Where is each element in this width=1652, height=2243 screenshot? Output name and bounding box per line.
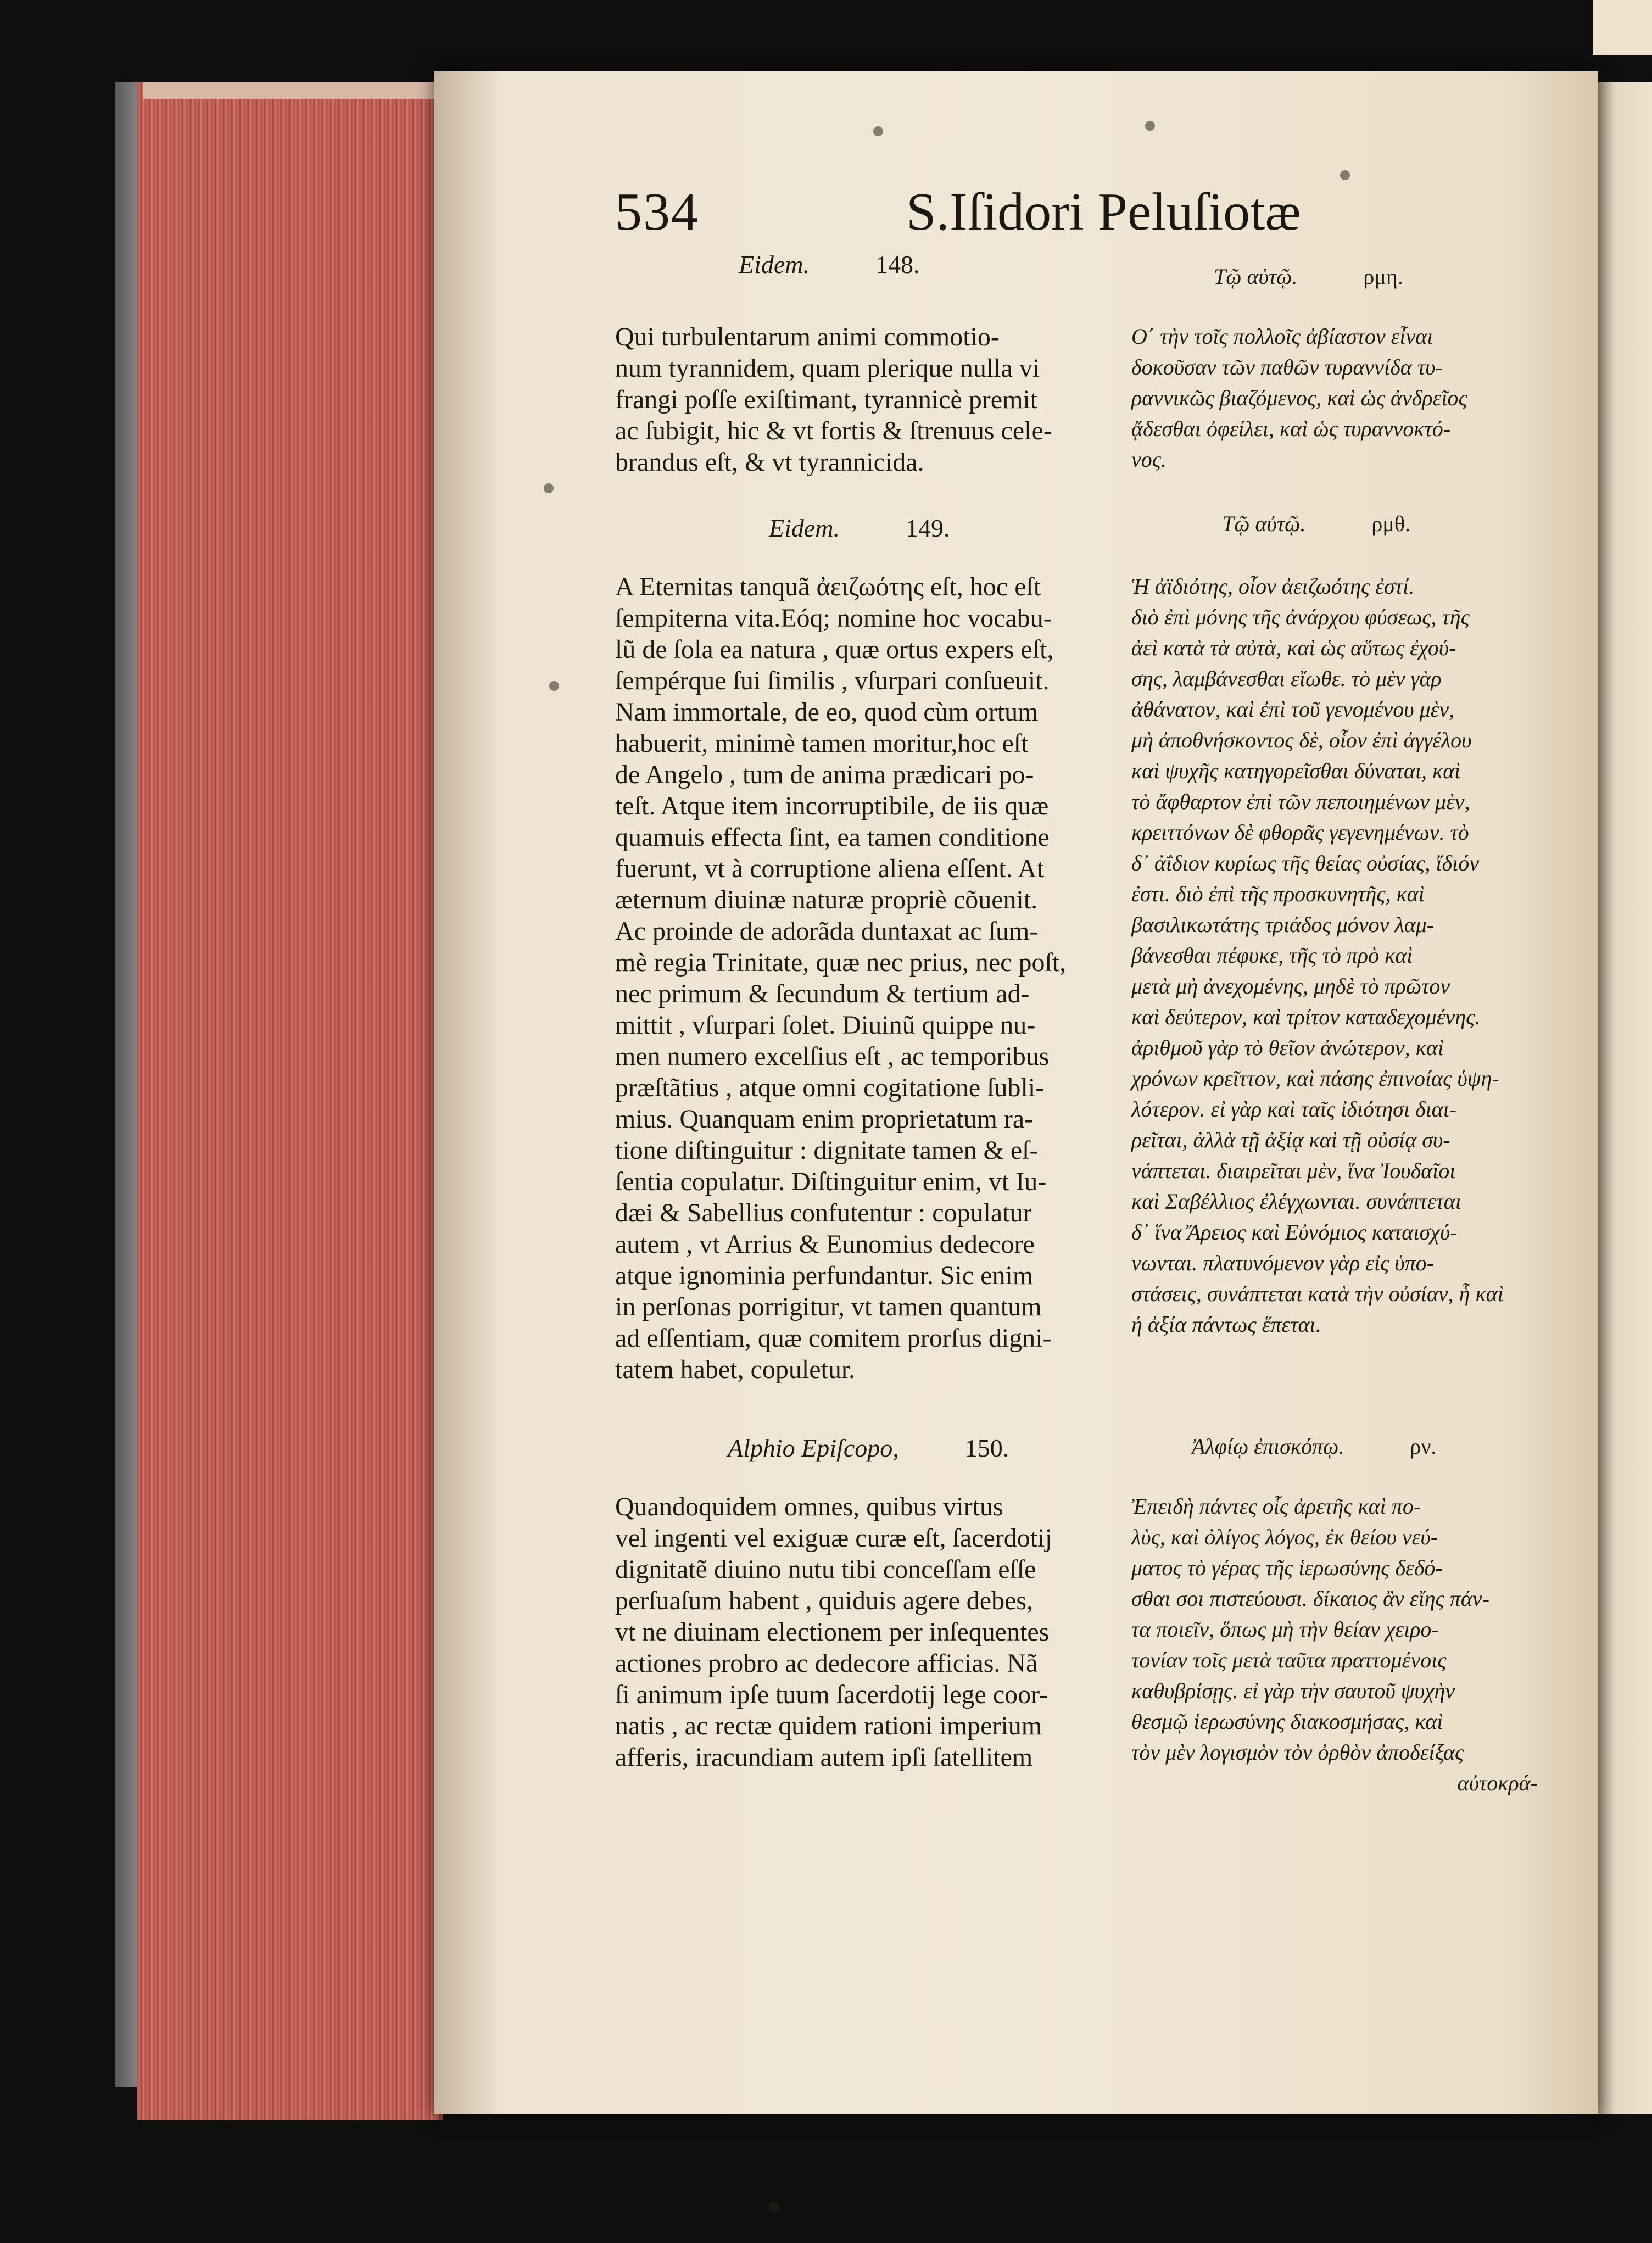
text-line: τὸν μὲν λογισμὸν τὸν ὀρθὸν ἀποδείξας <box>1131 1740 1464 1765</box>
greek-letter-number: ρν. <box>1410 1434 1437 1459</box>
page-number: 534 <box>615 182 699 242</box>
text-line: ἐστι. διὸ ἐπὶ τῆς προσκυνητῆς, καὶ <box>1131 881 1425 906</box>
text-line: τὸ ἄφθαρτον ἐπὶ τῶν πεποιημένων μὲν, <box>1131 789 1470 814</box>
text-line: tatem habet, copuletur. <box>615 1355 856 1384</box>
text-line: τονίαν τοῖς μετὰ ταῦτα πραττομένοις <box>1131 1648 1447 1672</box>
page-block-top <box>143 82 439 99</box>
greek-letter-text <box>1131 571 1538 1340</box>
text-line: dignitatẽ diuino nutu tibi conceſſam eſſe <box>615 1555 1036 1584</box>
text-line: ἀθάνατον, καὶ ἐπὶ τοῦ γενομένου μὲν, <box>1131 697 1455 722</box>
text-line: βάνεσθαι πέφυκε, τῆς τὸ πρὸ καὶ <box>1131 943 1413 968</box>
greek-letter-text <box>1131 321 1538 475</box>
greek-letter-heading <box>1214 264 1403 289</box>
greek-heading-text: Τῷ αὐτῷ. <box>1222 511 1306 536</box>
greek-heading-text: Ἀλφίῳ ἐπισκόπῳ. <box>1192 1434 1344 1459</box>
text-line: νάπτεται. διαιρεῖται μὲν, ἵνα Ἰουδαῖοι <box>1131 1158 1456 1183</box>
text-line: perſuaſum habent , quiduis agere debes, <box>615 1586 1034 1615</box>
text-line: μὴ ἀποθνήσκοντος δὲ, οἷον ἐπὶ ἀγγέλου <box>1131 728 1472 752</box>
ink-spot <box>769 2202 779 2212</box>
text-line: autem , vt Arrius & Eunomius dedecore <box>615 1230 1035 1259</box>
latin-letter-heading <box>769 514 950 543</box>
text-line: ſempiterna vita.Eóq; nomine hoc vocabu- <box>615 604 1052 633</box>
text-line: brandus eſt, & vt tyrannicida. <box>615 448 924 477</box>
text-line: Quandoquidem omnes, quibus virtus <box>615 1492 1003 1521</box>
text-line: δ᾿ ἀΐδιον κυρίως τῆς θείας οὐσίας, ἴδιόν <box>1131 851 1479 875</box>
text-line: Ο΄ τὴν τοῖς πολλοῖς ἀβίαστον εἶναι <box>1131 324 1433 349</box>
running-head <box>615 181 1384 269</box>
latin-letter-number: 148. <box>875 250 920 278</box>
red-page-edges <box>137 82 443 2120</box>
greek-letter-text <box>1131 1491 1538 1799</box>
text-line: σης, λαμβάνεσθαι εἴωθε. τὸ μὲν γὰρ <box>1131 666 1442 691</box>
greek-letter-number: ρμθ. <box>1371 511 1410 536</box>
text-line: Ἡ ἀϊδιότης, οἷον ἀειζωότης ἐστί. <box>1131 574 1415 599</box>
greek-heading-text: Τῷ αὐτῷ. <box>1214 264 1298 289</box>
text-line: habuerit, minimè tamen moritur,hoc eſt <box>615 729 1029 758</box>
text-line: θεσμῷ ἱερωσύνης διακοσμήσας, καὶ <box>1131 1709 1443 1734</box>
latin-letter-heading <box>728 1433 1009 1463</box>
text-line: A Eternitas tanquã ἀειζωότης eſt, hoc eſt <box>615 572 1041 601</box>
text-line: ἀεὶ κατὰ τὰ αὐτὰ, καὶ ὡς αὕτως ἐχού- <box>1131 635 1456 660</box>
text-line: fuerunt, vt à corruptione aliena eſſent. At <box>615 854 1045 883</box>
text-line: frangi poſſe exiſtimant, tyrannicè premit <box>615 385 1038 414</box>
latin-letter-number: 150. <box>964 1434 1009 1462</box>
text-line: num tyrannidem, quam plerique nulla vi <box>615 354 1040 383</box>
text-line: ſempérque ſui ſimilis , vſurpari conſueuit. <box>615 666 1050 695</box>
text-line: βασιλικωτάτης τριάδος μόνον λαμ- <box>1131 912 1435 937</box>
text-line: δ᾿ ἵνα Ἄρειος καὶ Εὐνόμιος καταισχύ- <box>1131 1220 1458 1245</box>
text-line: Qui turbulentarum animi commotio- <box>615 322 1000 351</box>
text-line: dæi & Sabellius confutentur : copulatur <box>615 1198 1032 1227</box>
greek-letter-heading <box>1192 1433 1436 1459</box>
text-line: αὐτοκρά- <box>1457 1771 1538 1795</box>
text-line: κρειττόνων δὲ φθορᾶς γεγενημένων. τὸ <box>1131 820 1469 845</box>
text-line: quamuis effecta ſint, ea tamen conditione <box>615 823 1050 852</box>
ink-spot <box>1145 121 1155 131</box>
text-line: æternum diuinæ naturæ propriè cõuenit. <box>615 885 1038 914</box>
text-line: ᾄδεσθαι ὀφείλει, καὶ ὡς τυραννοκτό- <box>1131 416 1451 441</box>
latin-letter-text <box>615 1491 1126 1773</box>
text-line: men numero excelſius eſt , ac temporibus <box>615 1042 1050 1071</box>
text-line: ρεῖται, ἀλλὰ τῇ ἀξίᾳ καὶ τῇ οὐσίᾳ συ- <box>1131 1128 1450 1152</box>
text-line: de Angelo , tum de anima prædicari po- <box>615 760 1034 789</box>
latin-heading-text: Eidem. <box>739 250 810 278</box>
text-line: mius. Quanquam enim proprietatum ra- <box>615 1104 1034 1134</box>
text-line: teſt. Atque item incorruptibile, de iis quæ <box>615 791 1049 821</box>
text-line: καὶ Σαβέλλιος ἐλέγχωνται. συνάπτεται <box>1131 1189 1461 1214</box>
facing-page-edge <box>1590 82 1652 2114</box>
text-line: Ἐπειδὴ πάντες οἷς ἀρετῆς καὶ πο- <box>1131 1494 1421 1519</box>
text-line: καὶ δεύτερον, καὶ τρίτον καταδεχομένης. <box>1131 1005 1481 1029</box>
text-line: σθαι σοι πιστεύουσι. δίκαιος ἂν εἴης πάν- <box>1131 1586 1489 1611</box>
ink-spot <box>544 483 554 493</box>
text-line: mittit , vſurpari ſolet. Diuinũ quippe nu- <box>615 1011 1036 1040</box>
text-line: τα ποιεῖν, ὅπως μὴ τὴν θείαν χειρο- <box>1131 1617 1439 1642</box>
latin-heading-text: Alphio Epiſcopo, <box>728 1434 899 1462</box>
running-title: S.Iſidori Peluſiotæ <box>906 182 1301 242</box>
greek-letter-heading <box>1222 511 1410 537</box>
text-line: atque ignominia perfundantur. Sic enim <box>615 1261 1034 1290</box>
text-line: ſi animum ipſe tuum ſacerdotij lege coor- <box>615 1680 1048 1709</box>
ink-spot <box>1340 170 1350 180</box>
text-line: ac ſubigit, hic & vt fortis & ſtrenuus cele- <box>615 416 1052 445</box>
text-line: καὶ ψυχῆς κατηγορεῖσθαι δύναται, καὶ <box>1131 758 1461 783</box>
greek-letter-number: ρμη. <box>1363 264 1403 289</box>
text-line: nec primum & ſecundum & tertium ad- <box>615 979 1030 1008</box>
text-line: Ac proinde de adorãda duntaxat ac ſum- <box>615 917 1039 946</box>
text-line: actiones probro ac dedecore afficias. Nã <box>615 1649 1038 1678</box>
text-line: mè regia Trinitate, quæ nec prius, nec poſt, <box>615 948 1067 977</box>
text-line: ραννικῶς βιαζόμενος, καὶ ὡς ἀνδρεῖος <box>1131 386 1467 410</box>
latin-heading-text: Eidem. <box>769 514 840 542</box>
latin-letter-heading <box>739 250 920 279</box>
text-line: λότερον. εἰ γὰρ καὶ ταῖς ἰδιότησι διαι- <box>1131 1097 1457 1122</box>
text-line: λὺς, καὶ ὀλίγος λόγος, ἐκ θείου νεύ- <box>1131 1525 1438 1549</box>
text-line: ſentia copulatur. Diſtinguitur enim, vt Iu- <box>615 1167 1047 1196</box>
text-line: tione diſtinguitur : dignitate tamen & eſ- <box>615 1136 1039 1165</box>
ink-spot <box>549 681 559 691</box>
text-line: ἡ ἀξία πάντως ἕπεται. <box>1131 1312 1321 1337</box>
ink-spot <box>873 126 883 136</box>
text-line: vt ne diuinam electionem per inſequentes <box>615 1617 1050 1647</box>
text-line: vel ingenti vel exiguæ curæ eſt, ſacerdotij <box>615 1524 1052 1553</box>
latin-letter-text <box>615 571 1126 1385</box>
text-line: præſtãtius , atque omni cogitatione ſubli- <box>615 1073 1045 1102</box>
text-line: natis , ac rectæ quidem rationi imperium <box>615 1711 1042 1740</box>
text-line: afferis, iracundiam autem ipſi ſatellitem <box>615 1743 1033 1772</box>
text-line: ἀριθμοῦ γὰρ τὸ θεῖον ἀνώτερον, καὶ <box>1131 1035 1444 1060</box>
text-line: Nam immortale, de eo, quod cùm ortum <box>615 698 1039 727</box>
text-line: in perſonas porrigitur, vt tamen quantum <box>615 1292 1042 1321</box>
facing-page-corner <box>1593 0 1652 55</box>
latin-letter-number: 149. <box>906 514 950 542</box>
latin-letter-text <box>615 321 1126 478</box>
text-line: lũ de ſola ea natura , quæ ortus expers eſt, <box>615 635 1054 664</box>
text-line: μετὰ μὴ ἀνεχομένης, μηδὲ τὸ πρῶτον <box>1131 974 1450 998</box>
text-line: νος. <box>1131 447 1167 472</box>
text-line: νωνται. πλατυνόμενον γὰρ εἰς ὑπο- <box>1131 1251 1435 1275</box>
text-line: ad eſſentiam, quæ comitem prorſus digni- <box>615 1324 1052 1353</box>
text-line: ματος τὸ γέρας τῆς ἱερωσύνης δεδό- <box>1131 1555 1443 1580</box>
text-line: στάσεις, συνάπτεται κατὰ τὴν οὐσίαν, ἧ καὶ <box>1131 1281 1504 1306</box>
text-line: χρόνων κρεῖττον, καὶ πάσης ἐπινοίας ὑψη- <box>1131 1066 1499 1091</box>
text-line: καθυβρίσῃς. εἰ γὰρ τὴν σαυτοῦ ψυχὴν <box>1131 1678 1455 1703</box>
text-line: δοκοῦσαν τῶν παθῶν τυραννίδα τυ- <box>1131 355 1443 380</box>
text-line: διὸ ἐπὶ μόνης τῆς ἀνάρχου φύσεως, τῆς <box>1131 605 1470 629</box>
